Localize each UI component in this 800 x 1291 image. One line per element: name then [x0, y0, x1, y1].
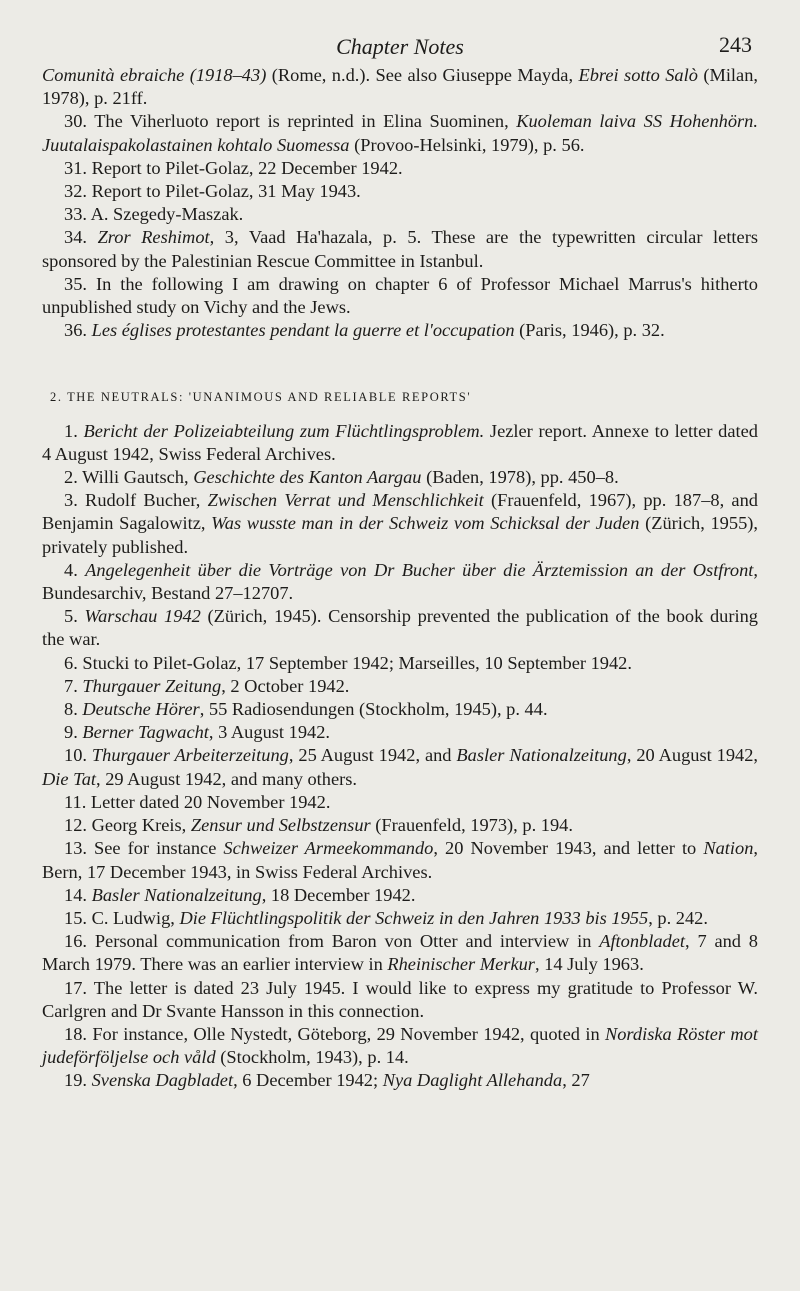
note-title-text: Nya Daglight Allehanda — [382, 1070, 563, 1091]
note-number: 3. — [64, 490, 86, 511]
note-text: Report to Pilet-Golaz, 22 December 1942. — [91, 157, 403, 178]
note-title-text: Nation — [703, 838, 754, 859]
note-item — [42, 977, 758, 1023]
note-text: , 18 December 1942. — [261, 884, 416, 905]
note-text: In the following I am drawing on chapter 6 of Professor Michael Marrus's hitherto unpublished study on Vichy and the Jews. — [42, 273, 758, 318]
note-text: (Zürich, 1955), privately published. — [42, 513, 758, 557]
note-title-text: Basler Nationalzeitung — [456, 745, 627, 766]
note-number: 30. — [64, 111, 95, 132]
continued-title-2: Ebrei sotto Salò — [578, 65, 698, 85]
note-text: Georg Kreis, — [91, 815, 191, 836]
note-text: The Viherluoto report is reprinted in Elina Suominen, — [94, 111, 517, 132]
note-text: For instance, Olle Nystedt, Göteborg, 29 November 1942, quoted in — [92, 1023, 605, 1044]
note-title-text: Svenska Dagbladet — [91, 1070, 234, 1091]
note-text: , Bundesarchiv, Bestand 27–12707. — [42, 559, 758, 604]
note-title-text: Die Flüchtlingspolitik der Schweiz in den Jahren 1933 bis 1955 — [179, 907, 649, 928]
note-text: , Bern, 17 December 1943, in Swiss Federal Archives. — [42, 838, 758, 882]
note-number: 18. — [64, 1023, 93, 1044]
note-text: , 3 August 1942. — [208, 722, 331, 743]
note-title-text: Deutsche Hörer — [82, 699, 200, 720]
note-number: 32. — [64, 181, 92, 202]
note-item — [42, 744, 758, 790]
note-number: 5. — [64, 606, 85, 627]
note-item — [42, 930, 758, 976]
note-text: , 7 and 8 March 1979. There was an earlier interview in — [42, 931, 759, 975]
note-text: Jezler report. Annexe to letter dated 4 August 1942, Swiss Federal Archives. — [42, 420, 758, 464]
note-number: 35. — [64, 273, 96, 294]
note-item — [42, 884, 758, 907]
note-title-text: Zror Reshimot — [97, 227, 210, 248]
note-text: , 25 August 1942, and — [288, 745, 457, 766]
note-text: , 27 — [562, 1070, 590, 1091]
note-title-text: Geschichte des Kanton Aargau — [193, 467, 422, 488]
note-item — [42, 489, 758, 559]
continued-note — [42, 64, 758, 110]
note-title-text: Thurgauer Zeitung — [82, 675, 222, 696]
note-item — [42, 319, 758, 342]
running-head — [42, 30, 758, 64]
note-number: 13. — [64, 838, 95, 859]
note-text: See for instance — [94, 838, 224, 859]
note-item — [42, 652, 758, 675]
note-text: (Baden, 1978), pp. 450–8. — [421, 467, 619, 488]
note-text: (Stockholm, 1943), p. 14. — [215, 1047, 409, 1068]
notes-list-part1 — [42, 110, 758, 342]
note-item — [42, 675, 758, 698]
note-text: Rudolf Bucher, — [85, 490, 208, 511]
note-title-text: Angelegenheit über die Vorträge von Dr Bucher über die Ärztemission an der Ostfront — [85, 559, 754, 580]
note-text: , 3, Vaad Ha'hazala, p. 5. These are the typewritten circular letters sponsored by the Palestinian Rescue Committee in Istanbul. — [42, 227, 758, 271]
note-item — [42, 466, 758, 489]
note-text: Report to Pilet-Golaz, 31 May 1943. — [91, 181, 361, 202]
note-text: Willi Gautsch, — [82, 467, 194, 488]
note-item — [42, 420, 758, 466]
note-item — [42, 721, 758, 744]
note-text: (Frauenfeld, 1967), pp. 187–8, and Benjamin Sagalowitz, — [42, 490, 758, 534]
note-title-text: Berner Tagwacht — [82, 722, 209, 743]
continued-text: (Rome, n.d.). See also Giuseppe Mayda, — [266, 65, 579, 85]
note-item — [42, 157, 758, 180]
note-text: Personal communication from Baron von Otter and interview in — [94, 931, 600, 952]
notes-list-part2 — [42, 420, 758, 1093]
note-text: (Paris, 1946), p. 32. — [514, 320, 665, 341]
note-item — [42, 814, 758, 837]
note-number: 33. — [64, 204, 91, 225]
note-title-text: Aftonbladet — [599, 931, 686, 952]
note-number: 7. — [64, 675, 83, 696]
note-item — [42, 605, 758, 651]
note-number: 4. — [64, 559, 86, 580]
note-item — [42, 791, 758, 814]
note-number: 11. — [64, 791, 91, 812]
note-text: (Frauenfeld, 1973), p. 194. — [370, 815, 573, 836]
note-title-text: Warschau 1942 — [84, 606, 201, 627]
note-title-text: Zensur und Selbstzensur — [190, 815, 371, 836]
note-item — [42, 698, 758, 721]
note-item — [42, 203, 758, 226]
note-title-text: Was wusste man in der Schweiz vom Schicksal der Juden — [211, 513, 640, 534]
note-text: (Provoo-Helsinki, 1979), p. 56. — [349, 134, 585, 155]
note-number: 36. — [64, 320, 92, 341]
continued-text-2: (Milan, 1978), p. 21ff. — [42, 65, 758, 109]
continued-title: Comunità ebraiche (1918–43) — [42, 65, 267, 85]
note-text: , 6 December 1942; — [233, 1070, 383, 1091]
note-item — [42, 1023, 758, 1069]
note-title-text: Zwischen Verrat und Menschlichkeit — [207, 490, 484, 511]
note-item — [42, 110, 758, 156]
note-text: , 29 August 1942, and many others. — [96, 768, 358, 789]
note-item — [42, 273, 758, 319]
note-item — [42, 226, 758, 272]
chapter-title: Chapter Notes — [336, 34, 464, 59]
note-text: , 2 October 1942. — [221, 675, 350, 696]
note-title-text: Kuoleman laiva SS Hohenhörn. Juutalaispakolastainen kohtalo Suomessa — [42, 111, 758, 155]
note-number: 34. — [64, 227, 98, 248]
note-item — [42, 180, 758, 203]
note-title-text: Thurgauer Arbeiterzeitung — [91, 745, 289, 766]
note-title-text: Rheinischer Merkur — [387, 954, 535, 975]
note-text: Stucki to Pilet-Golaz, 17 September 1942; Marseilles, 10 September 1942. — [82, 652, 632, 673]
note-text: The letter is dated 23 July 1945. I would like to express my gratitude to Professor W. Carlgren and Dr Svante Hansson in this connection. — [42, 977, 758, 1021]
note-number: 8. — [64, 699, 83, 720]
note-title-text: Les églises protestantes pendant la guerre et l'occupation — [91, 320, 515, 341]
note-title-text: Die Tat — [42, 768, 96, 789]
note-title-text: Schweizer Armeekommando — [223, 838, 434, 859]
note-text: (Zürich, 1945). Censorship prevented the publication of the book during the war. — [42, 606, 758, 650]
note-text: A. Szegedy-Maszak. — [90, 204, 244, 225]
note-title-text: Nordiska Röster mot judeförföljelse och våld — [42, 1023, 758, 1068]
note-number: 17. — [64, 977, 94, 998]
note-text: Letter dated 20 November 1942. — [90, 791, 331, 812]
note-number: 19. — [64, 1070, 92, 1091]
note-number: 1. — [64, 420, 84, 441]
note-item — [42, 907, 758, 930]
note-title-text: Bericht der Polizeiabteilung zum Flüchtlingsproblem. — [83, 420, 485, 441]
note-item — [42, 559, 758, 605]
note-number: 31. — [64, 157, 92, 178]
note-number: 15. — [64, 907, 92, 928]
note-text: , 20 August 1942, — [626, 745, 759, 766]
note-number: 16. — [64, 931, 95, 952]
note-text: , 55 Radiosendungen (Stockholm, 1945), p. 44. — [199, 699, 548, 720]
note-text: , 20 November 1943, and letter to — [433, 838, 704, 859]
note-title-text: Basler Nationalzeitung — [91, 884, 262, 905]
note-item — [42, 1069, 758, 1092]
note-number: 14. — [64, 884, 92, 905]
note-number: 2. — [64, 467, 83, 488]
note-number: 10. — [64, 745, 92, 766]
note-number: 12. — [64, 815, 92, 836]
note-text: , 14 July 1963. — [534, 954, 644, 975]
section-heading: 2. THE NEUTRALS: 'UNANIMOUS AND RELIABLE REPORTS' — [50, 390, 472, 405]
note-text: , p. 242. — [648, 907, 708, 928]
section-gap — [42, 342, 758, 386]
notes-body — [42, 64, 758, 1093]
note-number: 6. — [64, 652, 83, 673]
note-item — [42, 837, 758, 883]
page-number: 243 — [719, 32, 752, 57]
note-text: C. Ludwig, — [91, 907, 180, 928]
note-number: 9. — [64, 722, 83, 743]
